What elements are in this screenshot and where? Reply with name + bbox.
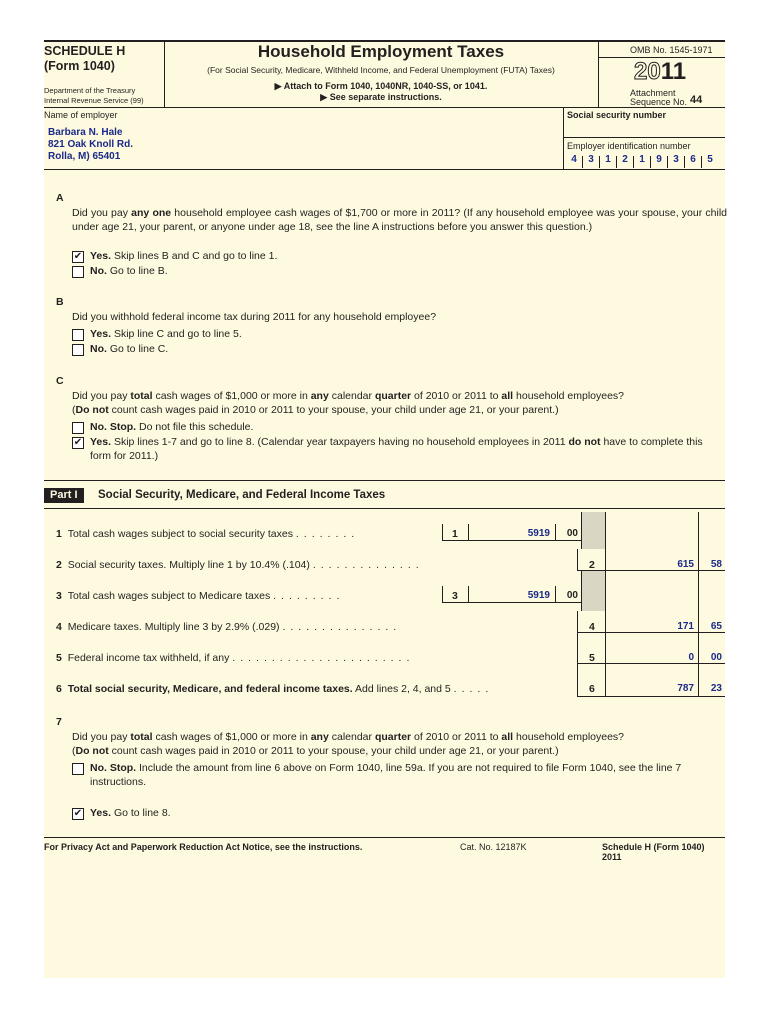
line-4 [56, 621, 401, 633]
ein-sep [650, 156, 651, 168]
header-divider-right [598, 40, 599, 107]
qc-p3: calendar [328, 389, 375, 402]
attachment-label: Attachment [630, 88, 676, 98]
ein-sep [582, 156, 583, 168]
line-text: Medicare taxes. Multiply line 3 by 2.9% (.029) [67, 621, 280, 633]
ein-sep [633, 156, 634, 168]
leader-dots: ..... [453, 683, 494, 695]
privacy-notice: For Privacy Act and Paperwork Reduction Act Notice, see the instructions. [44, 842, 363, 852]
omb-number: OMB No. 1545-1971 [630, 45, 713, 55]
line-num: 3 [56, 590, 62, 602]
line-7-text [72, 730, 727, 759]
employer-name-label: Name of employer [44, 110, 118, 120]
qa-no-text: Go to line B. [109, 265, 168, 277]
qc-b4: all [501, 389, 514, 402]
qa-pre: Did you pay [72, 206, 132, 219]
employer-address[interactable]: 821 Oak Knoll Rd. [48, 139, 134, 150]
line-6-cents[interactable]: 23 [710, 683, 722, 694]
qc-no-stop: Stop. [109, 421, 137, 433]
col-line-c [698, 512, 699, 697]
l7-p1: Did you pay [72, 730, 131, 743]
question-a-no-checkbox[interactable] [72, 266, 84, 278]
line-4-dollars[interactable]: 171 [677, 621, 694, 632]
qb-no-label: No. [90, 343, 107, 355]
line-6 [56, 683, 493, 695]
dept-irs: Internal Revenue Service (99) [44, 96, 144, 105]
line-2-dollars[interactable]: 615 [677, 559, 694, 570]
line-num: 4 [56, 621, 62, 633]
line-text: Social security taxes. Multiply line 1 by 10.4% (.104) [67, 559, 310, 571]
line6-bottom-rule [577, 696, 725, 697]
question-a [56, 191, 727, 233]
line-text: Total cash wages subject to social security taxes [67, 528, 293, 540]
line-2 [56, 559, 424, 571]
ein-digit: 3 [588, 154, 594, 165]
l7-yes-label: Yes. [90, 807, 112, 819]
line-5 [56, 652, 414, 664]
cat-number: Cat. No. 12187K [460, 842, 527, 852]
ein-label: Employer identification number [567, 141, 691, 151]
l7-b2: any [310, 730, 329, 743]
l7-yes-text: Go to line 8. [113, 807, 171, 819]
leader-dots: ........ [295, 528, 360, 540]
ein-sep [667, 156, 668, 168]
line-5-dollars[interactable]: 0 [688, 652, 694, 663]
question-a-yes-option [90, 249, 277, 263]
qc-p2: cash wages of $1,000 or more in [152, 389, 311, 402]
ein-digit: 5 [707, 154, 713, 165]
qc-b2: any [310, 389, 329, 402]
ein-sep [701, 156, 702, 168]
qc-no-text: Do not file this schedule. [139, 421, 254, 433]
line-7 [56, 715, 625, 757]
question-b-yes-checkbox[interactable] [72, 329, 84, 341]
line456-box-edge [577, 611, 578, 697]
employer-bottom-rule [44, 169, 725, 170]
line-4-box: 4 [589, 621, 595, 633]
part1-bottom-rule [44, 508, 725, 509]
line5-bottom-rule [577, 663, 725, 664]
part1-top-rule [44, 480, 725, 481]
l7-l2a: ( [72, 745, 76, 757]
line-text-bold: Total social security, Medicare, and federal income taxes. [67, 683, 353, 695]
footer-rule [44, 837, 725, 838]
line2-box-edge [577, 549, 578, 570]
l7-p5: household employees? [513, 730, 625, 743]
line-3-dollars[interactable]: 5919 [527, 590, 550, 601]
line-text: Add lines 2, 4, and 5 [352, 683, 451, 695]
ein-digit: 3 [673, 154, 679, 165]
line3-box-left [442, 586, 443, 602]
qc-l2c: count cash wages paid in 2010 or 2011 to your spouse, your child under age 21, or your parent.) [108, 404, 559, 416]
question-b-no-checkbox[interactable] [72, 344, 84, 356]
l7-l2b: Do not [75, 745, 109, 757]
question-a-no-option [90, 264, 168, 278]
line-1-dollars[interactable]: 5919 [527, 528, 550, 539]
line-num: 6 [56, 683, 62, 695]
form-label: (Form 1040) [44, 59, 115, 73]
qb-yes-text: Skip line C and go to line 5. [113, 328, 242, 340]
line-2-box: 2 [589, 559, 595, 571]
see-instructions: ▶ See separate instructions. [320, 92, 442, 102]
qc-yes-bold: do not [568, 436, 601, 448]
question-b-letter: B [56, 296, 64, 308]
line-2-cents[interactable]: 58 [710, 559, 722, 570]
qc-l2b: Do not [75, 404, 109, 416]
line3-box-mid [468, 586, 469, 602]
tax-year [634, 58, 686, 86]
question-c-no-option [90, 420, 253, 434]
employer-city[interactable]: Rolla, M) 65401 [48, 151, 121, 162]
ein-digit: 1 [639, 154, 645, 165]
qc-b1: total [130, 389, 153, 402]
form-subtitle: (For Social Security, Medicare, Withheld Income, and Federal Unemployment (FUTA) Taxes) [207, 65, 555, 75]
question-c-yes-option [90, 435, 710, 463]
ein-field[interactable] [564, 154, 725, 168]
attach-instruction: ▶ Attach to Form 1040, 1040NR, 1040-SS, or 1041. [274, 81, 488, 91]
leader-dots: ....................... [232, 652, 415, 664]
col-line-b [605, 512, 606, 697]
ein-sep [684, 156, 685, 168]
question-c-yes-checkbox[interactable]: ✔ [73, 437, 83, 448]
form-title: Household Employment Taxes [257, 42, 505, 61]
line3-box-bottom [442, 602, 581, 603]
qc-yes-text2: have to complete this form for 2011.) [90, 436, 703, 462]
line-3-box: 3 [452, 590, 458, 602]
line-num: 1 [56, 528, 62, 540]
tax-year-solid: 11 [660, 58, 687, 85]
part1-label: Part I [44, 488, 84, 503]
qc-l2a: ( [72, 404, 76, 416]
header-bottom-rule [44, 107, 725, 108]
line-1-box: 1 [452, 528, 458, 540]
line-7-no-checkbox[interactable] [72, 763, 84, 775]
question-a-letter: A [56, 192, 64, 204]
line-3 [56, 590, 344, 602]
qa-post: household employee cash wages of $1,700 or more in 2011? (If any household employee was your spouse, your child under age 21, your parent, or anyone under age 18, see the line A instructions before you answer this question.) [72, 206, 727, 233]
line-6-box: 6 [589, 683, 595, 695]
employer-name[interactable]: Barbara N. Hale [48, 127, 123, 138]
question-a-yes-checkbox[interactable]: ✔ [73, 251, 83, 262]
footer-form-name: Schedule H (Form 1040) 2011 [602, 842, 705, 862]
line-5-cents[interactable]: 00 [710, 652, 722, 663]
l7-b3: quarter [374, 730, 412, 743]
ssn-label: Social security number [567, 110, 667, 120]
ein-sep [599, 156, 600, 168]
question-c [56, 374, 625, 416]
ein-digit: 4 [571, 154, 577, 165]
qa-no-label: No. [90, 265, 107, 277]
form-page [44, 40, 725, 978]
tax-year-outline: 20 [634, 58, 661, 85]
qa-yes-text: Skip lines B and C and go to line 1. [113, 250, 278, 262]
l7-p4: of 2010 or 2011 to [411, 730, 502, 743]
ein-digit: 2 [622, 154, 628, 165]
leader-dots: ......... [273, 590, 345, 602]
qc-no-label: No. [90, 421, 107, 433]
line-3-cents[interactable]: 00 [566, 590, 578, 601]
leader-dots: ............... [282, 621, 402, 633]
sequence-number: 44 [690, 94, 703, 106]
l7-p2: cash wages of $1,000 or more in [152, 730, 311, 743]
question-c-letter: C [56, 375, 64, 387]
ein-sep [616, 156, 617, 168]
line-6-dollars[interactable]: 787 [677, 683, 694, 694]
line-7-yes-option [90, 806, 171, 820]
ein-digit: 9 [656, 154, 662, 165]
qc-yes-label: Yes. [90, 436, 112, 448]
ein-digit: 6 [690, 154, 696, 165]
line-num: 5 [56, 652, 62, 664]
leader-dots: .............. [312, 559, 424, 571]
line-4-cents[interactable]: 65 [710, 621, 722, 632]
l7-no-label: No. [90, 762, 107, 774]
line1-box-left [442, 524, 443, 540]
question-a-text [72, 206, 727, 235]
line1-box-mid [468, 524, 469, 540]
question-b-yes-option [90, 327, 242, 341]
l7-b1: total [130, 730, 153, 743]
qb-no-text: Go to line C. [109, 343, 169, 355]
line1-box-bottom [442, 540, 581, 541]
qc-b3: quarter [374, 389, 412, 402]
question-c-no-checkbox[interactable] [72, 422, 84, 434]
qc-yes-text1: Skip lines 1-7 and go to line 8. (Calendar year taxpayers having no household employees in 2011 [113, 436, 569, 448]
line-5-box: 5 [589, 652, 595, 664]
dept-treasury: Department of the Treasury [44, 86, 136, 95]
line-text: Federal income tax withheld, if any [67, 652, 230, 664]
line-text: Total cash wages subject to Medicare taxes [67, 590, 271, 602]
qc-p4: of 2010 or 2011 to [411, 389, 502, 402]
line-7-num: 7 [56, 716, 62, 728]
qa-yes-label: Yes. [90, 250, 112, 262]
qc-p1: Did you pay [72, 389, 131, 402]
line-7-yes-checkbox[interactable]: ✔ [73, 808, 83, 819]
l7-b4: all [501, 730, 514, 743]
question-c-text [72, 389, 727, 418]
ein-digit: 1 [605, 154, 611, 165]
l7-no-stop: Stop. [109, 762, 137, 774]
schedule-label: SCHEDULE H [44, 44, 126, 58]
line-num: 2 [56, 559, 62, 571]
question-b-text: Did you withhold federal income tax during 2011 for any household employee? [72, 310, 437, 323]
line-1-cents[interactable]: 00 [566, 528, 578, 539]
qc-p5: household employees? [513, 389, 625, 402]
question-b-no-option [90, 342, 168, 356]
part1-title: Social Security, Medicare, and Federal Income Taxes [98, 489, 386, 501]
l7-l2c: count cash wages paid in 2010 or 2011 to your spouse, your child under age 21, or your parent.) [108, 745, 559, 757]
question-b [56, 295, 437, 323]
line-7-no-option [90, 761, 720, 789]
line4-bottom-rule [577, 632, 725, 633]
qb-yes-label: Yes. [90, 328, 112, 340]
l7-p3: calendar [328, 730, 375, 743]
line2-bottom-rule [577, 570, 725, 571]
line-1 [56, 528, 359, 540]
sequence-label: Sequence No. [630, 97, 688, 107]
qa-bold: any one [131, 206, 172, 219]
ssn-rule [563, 137, 725, 138]
l7-no-text: Include the amount from line 6 above on Form 1040, line 59a. If you are not required to file Form 1040, see the line 7 instructions. [90, 762, 682, 788]
